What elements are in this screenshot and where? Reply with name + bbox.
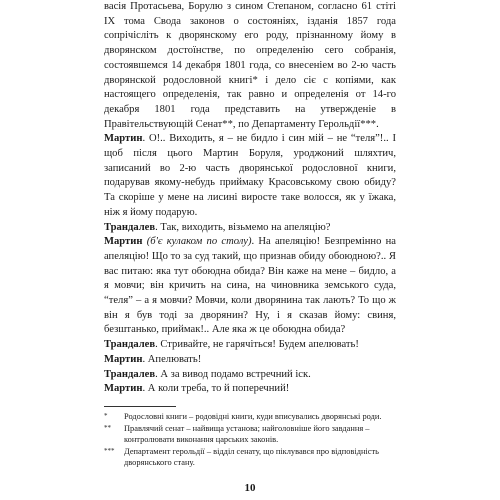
paragraph-text: . А коли треба, то й поперечний! xyxy=(142,383,290,395)
speaker-name: Мартин xyxy=(104,383,143,395)
paragraph-text: васія Протасьева, Борулю з сином Степаном, согласно 61 стіті IX тома Свода законов о состояніях, ізданія 1857 года сопрічісліть к дворянскому его роду, прізнанному йому в дворянском достоїнстве, по определенію сего собранія, состоявшемся 14 декабря 1801 года, со внесеніем во 2-ю часть дворянской родословной книгі* і дело сіє с копіями, как настоящего определенія, так равно и определенія от 14-го декабря 1801 года представить на утвержденіе в Правітельствующій Сенат**, по Департаменту Герольдії***. xyxy=(104,1,396,130)
paragraph-martyn-1 xyxy=(104,132,396,220)
paragraph-decree xyxy=(104,0,396,132)
footnote-text: Департамент герольдії – відділ сенату, що піклувався про відповідність дворянського стану. xyxy=(124,447,379,467)
footnote-mark: * xyxy=(104,412,108,420)
paragraph-text: . А за вивод подамо встречний іск. xyxy=(155,368,311,380)
speaker-name: Мартин xyxy=(104,353,143,365)
footnote-mark: *** xyxy=(104,447,115,455)
page-number: 10 xyxy=(244,482,256,494)
speaker-name: Трандалев xyxy=(104,368,156,380)
footnote-text: Родословні книги – родовідні книги, куди вписувались дворянські роди. xyxy=(124,412,382,421)
speaker-name: Мартин xyxy=(104,133,143,145)
paragraph-text: . Апелювать! xyxy=(142,353,202,365)
speaker-name: Трандалев xyxy=(104,339,156,351)
main-text xyxy=(104,0,396,397)
paragraph-text: . Так, виходить, візьмемо на апеляцію? xyxy=(155,221,331,233)
paragraph-martyn-3 xyxy=(104,353,396,368)
paragraph-martyn-4 xyxy=(104,382,396,397)
paragraph-trandalev-1 xyxy=(104,221,396,236)
paragraph-trandalev-3 xyxy=(104,368,396,383)
speaker-name: Мартин xyxy=(104,236,143,248)
paragraph-text: . О!.. Виходить, я – не бидло і син мій – не “теля”!.. І щоб після цього Мартин Боруля, уроджоний шляхтич, записаний во 2-ю часть дворянської родословної книги, подарував якому-небудь приймаку Красовському свою обиду? Та скоріше у мене на лисині виросте таке волосся, як у їжака, ніж я йому подарую. xyxy=(104,133,396,218)
speaker-name: Трандалев xyxy=(104,221,156,233)
paragraph-trandalev-2 xyxy=(104,338,396,353)
footnote-mark: ** xyxy=(104,424,111,432)
footnote xyxy=(104,423,396,445)
footnotes xyxy=(104,411,396,469)
footnote xyxy=(104,446,396,468)
paragraph-text: . На апеляцію! Безпремінно на апеляцію! Що то за суд такий, що признав обиду обоюдною?.. Я вас питаю: яка тут обоюдна обида? Він каже на мене – бидло, а я мовчи; він кричить на сина, на чиновника земського суда, “теля” – а я мовчи? Мовчи, коли дворянина так лають? То що ж він я був тоді за дворянин? Ну, і я сказав йому: свиня, безштанько, приймак!.. Але яка ж це обоюдна обида? xyxy=(104,236,396,336)
footnote xyxy=(104,411,396,422)
paragraph-martyn-2 xyxy=(104,235,396,338)
footnote-text: Правлячий сенат – найвища установа; найголовніше його завдання – контролювати виконання царських законів. xyxy=(124,424,370,444)
stage-direction: (б'є кулаком по столу) xyxy=(146,236,252,248)
footnote-divider xyxy=(104,406,176,407)
paragraph-text: . Стривайте, не гарячіться! Будем апелювать! xyxy=(155,339,359,351)
